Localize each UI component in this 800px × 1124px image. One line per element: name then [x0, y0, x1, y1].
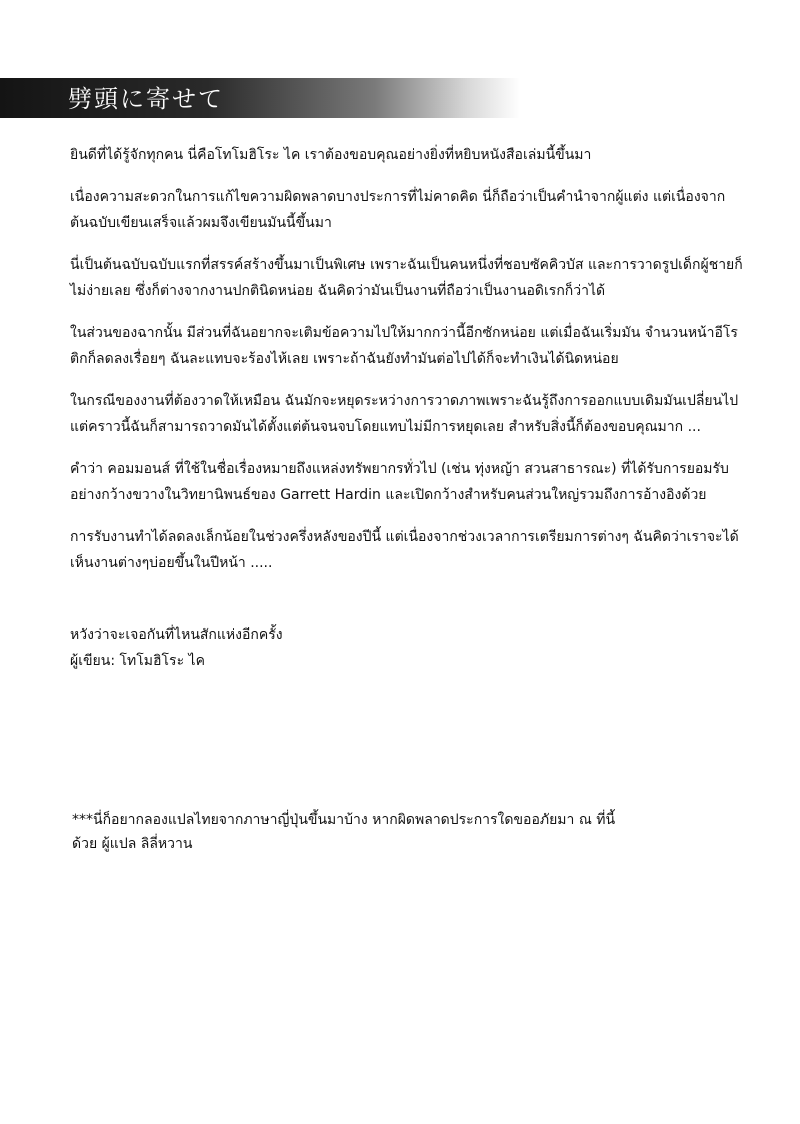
author-credit: ผู้เขียน: โทโมฮิโระ ไค — [70, 653, 205, 669]
translator-note — [72, 808, 752, 856]
paragraph: การรับงานทำได้ลดลงเล็กน้อยในช่วงครึ่งหลังของปีนี้ แต่เนื่องจากช่วงเวลาการเตรียมการต่างๆ ฉันคิดว่าเราจะได้เห็นงานต่างๆบ่อยขึ้นในปีหน้า ..... — [70, 529, 739, 571]
paragraph: คำว่า คอมมอนส์ ที่ใช้ในชื่อเรื่องหมายถึงแหล่งทรัพยากรทั่วไป (เช่น ทุ่งหญ้า สวนสาธารณะ) ที่ได้รับการยอมรับอย่างกว้างขวางในวิทยานิพนธ์ของ Garrett Hardin และเปิดกว้างสำหรับคนส่วนใหญ่รวมถึงการอ้างอิงด้วย — [70, 461, 729, 503]
closing-signature — [70, 622, 750, 674]
paragraph: ในส่วนของฉากนั้น มีส่วนที่ฉันอยากจะเติมข้อความไปให้มากกว่านี้อีกซักหน่อย แต่เมื่อฉันเริ่มมัน จำนวนหน้าอีโรติกก็ลดลงเรื่อยๆ ฉันละแทบจะร้องไห้เลย เพราะถ้าฉันยังทำมันต่อไปได้ก็จะทำเงินได้นิดหน่อย — [70, 325, 738, 367]
paragraph: ยินดีที่ได้รู้จักทุกคน นี่คือโทโมฮิโระ ไค เราต้องขอบคุณอย่างยิ่งที่หยิบหนังสือเล่มนี้ขึ้นมา — [70, 147, 592, 163]
paragraph: ในกรณีของงานที่ต้องวาดให้เหมือน ฉันมักจะหยุดระหว่างการวาดภาพเพราะฉันรู้ถึงการออกแบบเดิมมันเปลี่ยนไป แต่คราวนี้ฉันก็สามารถวาดมันได้ตั้งแต่ต้นจนจบโดยแทบไม่มีการหยุดเลย สำหรับสิ่งนี้ก็ต้องขอบคุณมาก ... — [70, 393, 739, 435]
closing-greeting: หวังว่าจะเจอกันที่ไหนสักแห่งอีกครั้ง — [70, 627, 283, 643]
translator-credit: ด้วย ผู้แปล ลิลี่หวาน — [72, 836, 193, 852]
preface-body — [70, 142, 750, 592]
paragraph: เนื่องความสะดวกในการแก้ไขความผิดพลาดบางประการที่ไม่คาดคิด นี่ก็ถือว่าเป็นคำนำจากผู้แต่ง แต่เนื่องจากต้นฉบับเขียนเสร็จแล้วผมจึงเขียนมันนี้ขึ้นมา — [70, 189, 726, 231]
page-title: 劈頭に寄せて — [68, 85, 224, 113]
translator-note-line: ***นี่ก็อยากลองแปลไทยจากภาษาญี่ปุ่นขึ้นมาบ้าง หากผิดพลาดประการใดขออภัยมา ณ ที่นี้ — [72, 812, 616, 828]
paragraph: นี่เป็นต้นฉบับฉบับแรกที่สรรค์สร้างขึ้นมาเป็นพิเศษ เพราะฉันเป็นคนหนึ่งที่ชอบซัคคิวบัส และการวาดรูปเด็กผู้ชายก็ไม่ง่ายเลย ซึ่งก็ต่างจากงานปกตินิดหน่อย ฉันคิดว่ามันเป็นงานที่ถือว่าเป็นงานอดิเรกก็ว่าได้ — [70, 257, 743, 299]
